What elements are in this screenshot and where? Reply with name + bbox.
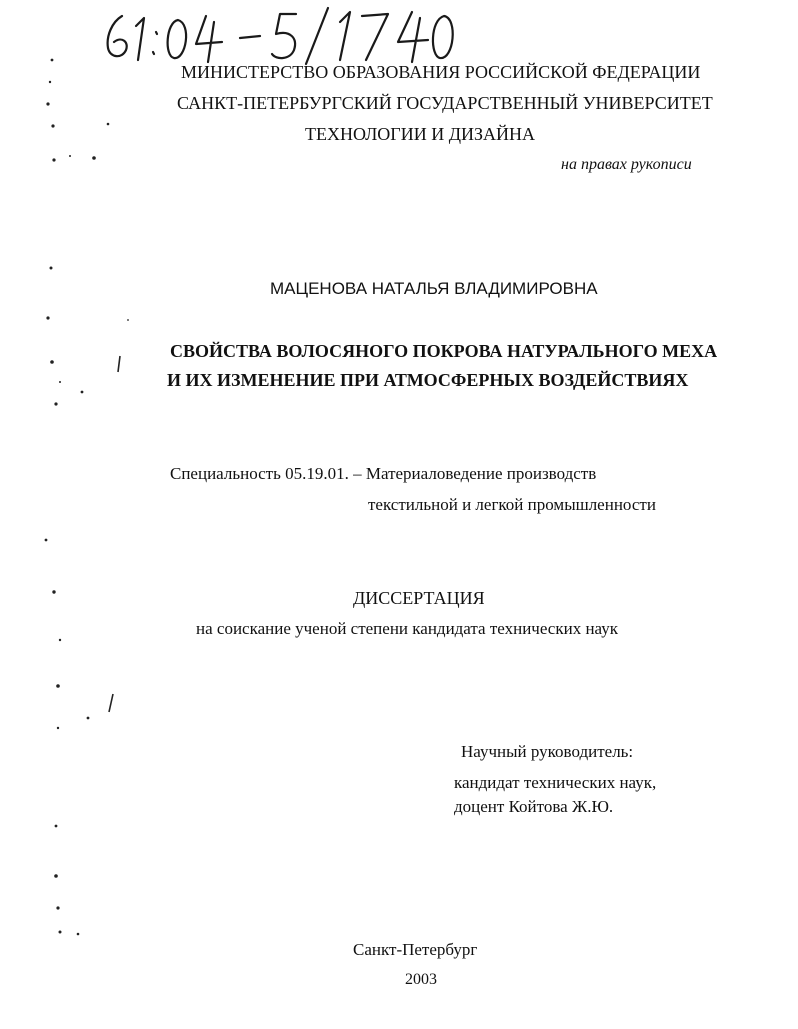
specialty-line1: Специальность 05.19.01. – Материаловедение производств: [170, 464, 597, 483]
university-name-line1: САНКТ-ПЕТЕРБУРГСКИЙ ГОСУДАРСТВЕННЫЙ УНИВЕРСИТЕТ: [177, 93, 713, 113]
supervisor-label: Научный руководитель:: [461, 742, 634, 761]
dissertation-title-line2: И ИХ ИЗМЕНЕНИЕ ПРИ АТМОСФЕРНЫХ ВОЗДЕЙСТВИЯХ: [167, 370, 689, 390]
manuscript-note: на правах рукописи: [561, 156, 692, 173]
dissertation-heading: ДИССЕРТАЦИЯ: [353, 588, 485, 608]
ministry-name: МИНИСТЕРСТВО ОБРАЗОВАНИЯ РОССИЙСКОЙ ФЕДЕРАЦИИ: [181, 62, 701, 82]
supervisor-degree: кандидат технических наук,: [454, 773, 657, 792]
university-name-line2: ТЕХНОЛОГИИ И ДИЗАЙНА: [305, 124, 535, 144]
city: Санкт-Петербург: [353, 940, 478, 959]
year: 2003: [405, 971, 437, 988]
dissertation-subheading: на соискание ученой степени кандидата технических наук: [196, 619, 619, 638]
scan-specks: [0, 0, 140, 1029]
dissertation-title-line1: СВОЙСТВА ВОЛОСЯНОГО ПОКРОВА НАТУРАЛЬНОГО МЕХА: [170, 341, 718, 361]
author-name: МАЦЕНОВА НАТАЛЬЯ ВЛАДИМИРОВНА: [270, 279, 598, 298]
specialty-line2: текстильной и легкой промышленности: [368, 495, 656, 514]
handwritten-archive-code: [100, 4, 460, 66]
supervisor-name: доцент Койтова Ж.Ю.: [454, 797, 614, 816]
